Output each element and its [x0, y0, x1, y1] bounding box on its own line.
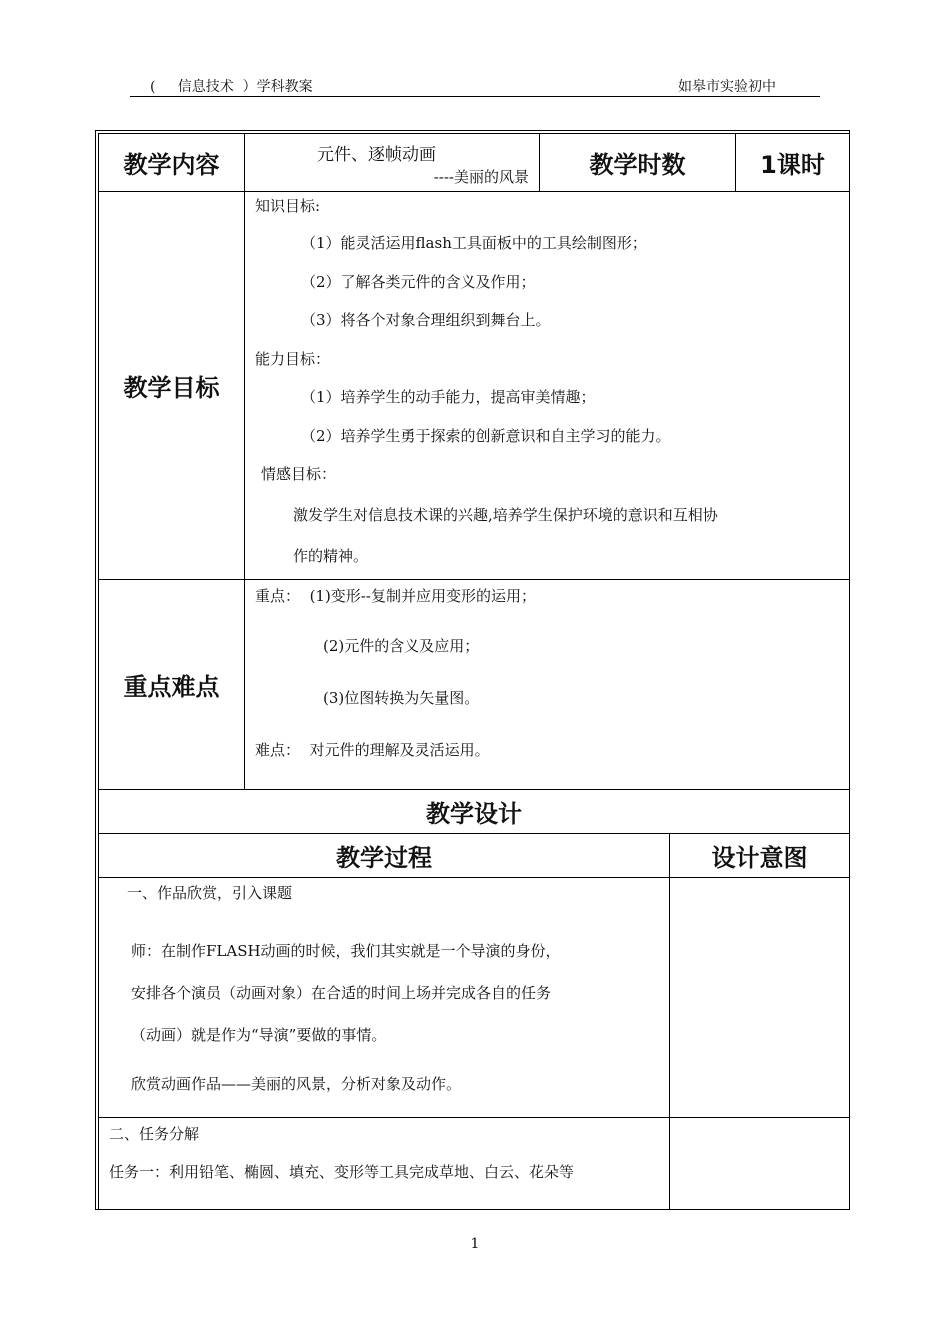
lesson-subtitle: ----美丽的风景 [433, 168, 529, 186]
hard-text: 对元件的理解及灵活运用。 [309, 741, 490, 759]
step1-text: 师：在制作FLASH动画的时候，我们其实就是一个导演的身份， [131, 942, 561, 960]
knowledge-item: （3）将各个对象合理组织到舞台上。 [301, 311, 551, 329]
content-row [99, 134, 850, 192]
emotion-title: 情感目标： [261, 465, 337, 483]
ability-title: 能力目标： [255, 349, 331, 368]
hard-prefix: 难点： [255, 741, 301, 759]
step1-text: 欣赏动画作品——美丽的风景，分析对象及动作。 [131, 1075, 462, 1093]
step2-text: 任务一：利用铅笔、椭圆、填充、变形等工具完成草地、白云、花朵等 [109, 1163, 575, 1181]
lesson-plan-table [98, 133, 850, 1210]
process-step2-intent [670, 1118, 850, 1211]
emotion-text-line1: 激发学生对信息技术课的兴趣,培养学生保护环境的意识和互相协 [293, 505, 718, 524]
key-item: (1)变形--复制并应用变形的运用； [309, 587, 536, 605]
process-step1-row [99, 878, 850, 1118]
design-title: 教学设计 [99, 790, 850, 834]
keys-label: 重点难点 [99, 580, 245, 790]
design-header-row [99, 834, 850, 878]
step1-text: 安排各个演员（动画对象）在合适的时间上场并完成各自的任务 [131, 984, 552, 1002]
hard-line [255, 736, 841, 788]
step2-title: 二、任务分解 [109, 1125, 200, 1143]
intent-column-header: 设计意图 [670, 834, 850, 878]
process-step2-row [99, 1118, 850, 1211]
key-prefix: 重点： [255, 587, 301, 605]
header-school: 如皋市实验初中 [678, 79, 776, 95]
lesson-title-cell [245, 134, 540, 192]
knowledge-item: （2）了解各类元件的含义及作用； [301, 272, 536, 291]
page-header [130, 76, 820, 97]
lesson-title: 元件、逐帧动画 [317, 145, 436, 165]
hours-label: 教学时数 [540, 134, 736, 192]
lesson-plan-frame [95, 130, 850, 1210]
step1-text: （动画）就是作为“导演”要做的事情。 [131, 1026, 387, 1044]
key-line-1 [255, 580, 841, 632]
ability-item: （2）培养学生勇于探索的创新意识和自主学习的能力。 [301, 426, 671, 445]
step1-title: 一、作品欣赏，引入课题 [127, 884, 293, 902]
hours-value: 1课时 [736, 134, 850, 192]
keys-row [99, 580, 850, 790]
emotion-text-line2: 作的精神。 [293, 546, 369, 565]
process-step1-content [99, 878, 670, 1118]
keys-content [245, 580, 850, 790]
knowledge-item: （1）能灵活运用flash工具面板中的工具绘制图形； [301, 234, 647, 252]
key-item: (2)元件的含义及应用； [323, 637, 480, 655]
goals-content [245, 192, 850, 580]
header-subject: ( 信息技术 ）学科教案 [150, 79, 313, 95]
page-number: 1 [470, 1236, 480, 1252]
goals-row [99, 192, 850, 580]
goals-label: 教学目标 [99, 192, 245, 580]
key-item: (3)位图转换为矢量图。 [323, 689, 480, 707]
ability-item: （1）培养学生的动手能力，提高审美情趣； [301, 388, 596, 406]
process-step2-content [99, 1118, 670, 1211]
design-title-row [99, 790, 850, 834]
process-column-header: 教学过程 [99, 834, 670, 878]
content-label: 教学内容 [99, 134, 245, 192]
process-step1-intent [670, 878, 850, 1118]
knowledge-title: 知识目标: [255, 197, 321, 215]
